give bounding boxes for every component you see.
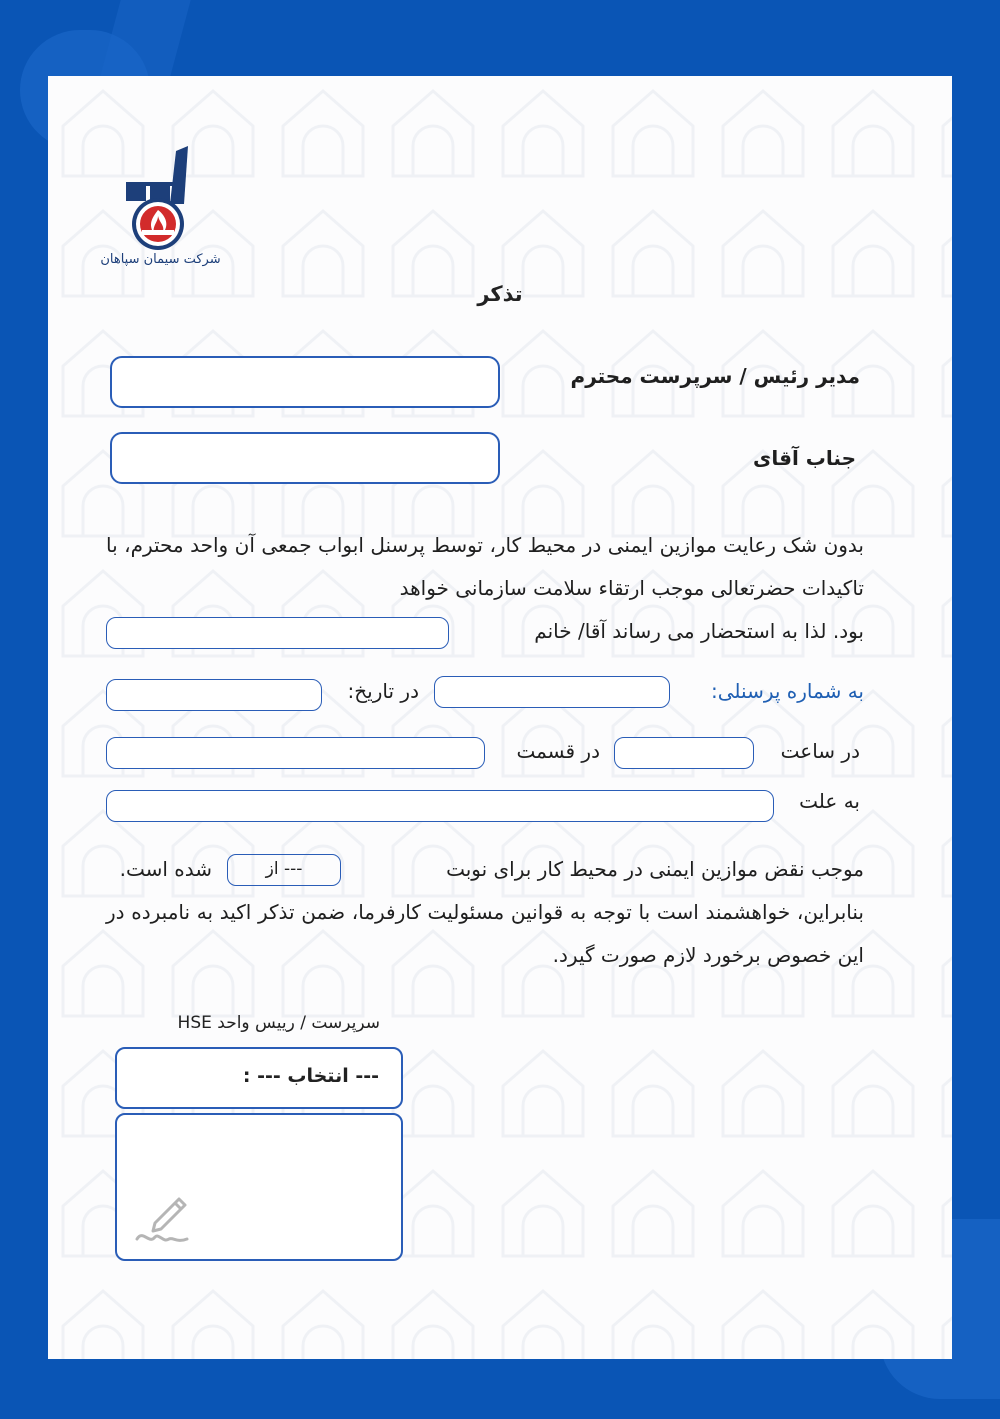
violation-sentence-part2: شده است. <box>119 857 212 881</box>
signature-pad[interactable] <box>115 1113 403 1261</box>
form-page <box>48 76 952 1359</box>
signer-select-placeholder: --- انتخاب --- : <box>242 1065 379 1087</box>
violation-sentence-part1: موجب نقض موازین ایمنی در محیط کار برای نوبت <box>446 857 864 881</box>
mr-label: جناب آقای <box>753 446 856 470</box>
mr-name-field[interactable] <box>110 432 500 484</box>
manager-name-field[interactable] <box>110 356 500 408</box>
hour-label: در ساعت <box>780 739 860 763</box>
page-title: تذکر <box>477 282 523 306</box>
signature-role-label: سرپرست / رییس واحد HSE <box>177 1013 380 1033</box>
section-field[interactable] <box>106 737 485 769</box>
closing-paragraph: بنابراین، خواهشمند است با توجه به قوانین مسئولیت کارفرما، ضمن تذکر اکید به نامبرده در این خصوص برخورد لازم صورت گیرد. <box>106 900 864 967</box>
personnel-number-field[interactable] <box>434 676 670 708</box>
hour-field[interactable] <box>614 737 754 769</box>
background-shape-slash <box>99 0 190 80</box>
section-label: در قسمت <box>516 739 600 763</box>
date-field[interactable] <box>106 679 322 711</box>
turn-select[interactable]: --- از <box>227 854 341 886</box>
date-label: در تاریخ: <box>347 679 419 703</box>
manager-label: مدیر رئیس / سرپرست محترم <box>570 364 860 388</box>
reason-label: به علت <box>799 789 860 813</box>
intro-last-line: بود. لذا به استحضار می رساند آقا/ خانم <box>534 619 864 643</box>
signer-select[interactable] <box>115 1047 403 1109</box>
reason-field[interactable] <box>106 790 774 822</box>
employee-name-field[interactable] <box>106 617 449 649</box>
intro-paragraph: بدون شک رعایت موازین ایمنی در محیط کار، توسط پرسنل ابواب جمعی آن واحد محترم، با تاکیدات حضرتعالی موجب ارتقاء سلامت سازمانی خواهد <box>106 533 864 600</box>
personnel-number-label: به شماره پرسنلی: <box>711 679 864 703</box>
pen-signature-icon <box>133 1189 193 1249</box>
company-name: شرکت سیمان سپاهان <box>100 252 221 267</box>
